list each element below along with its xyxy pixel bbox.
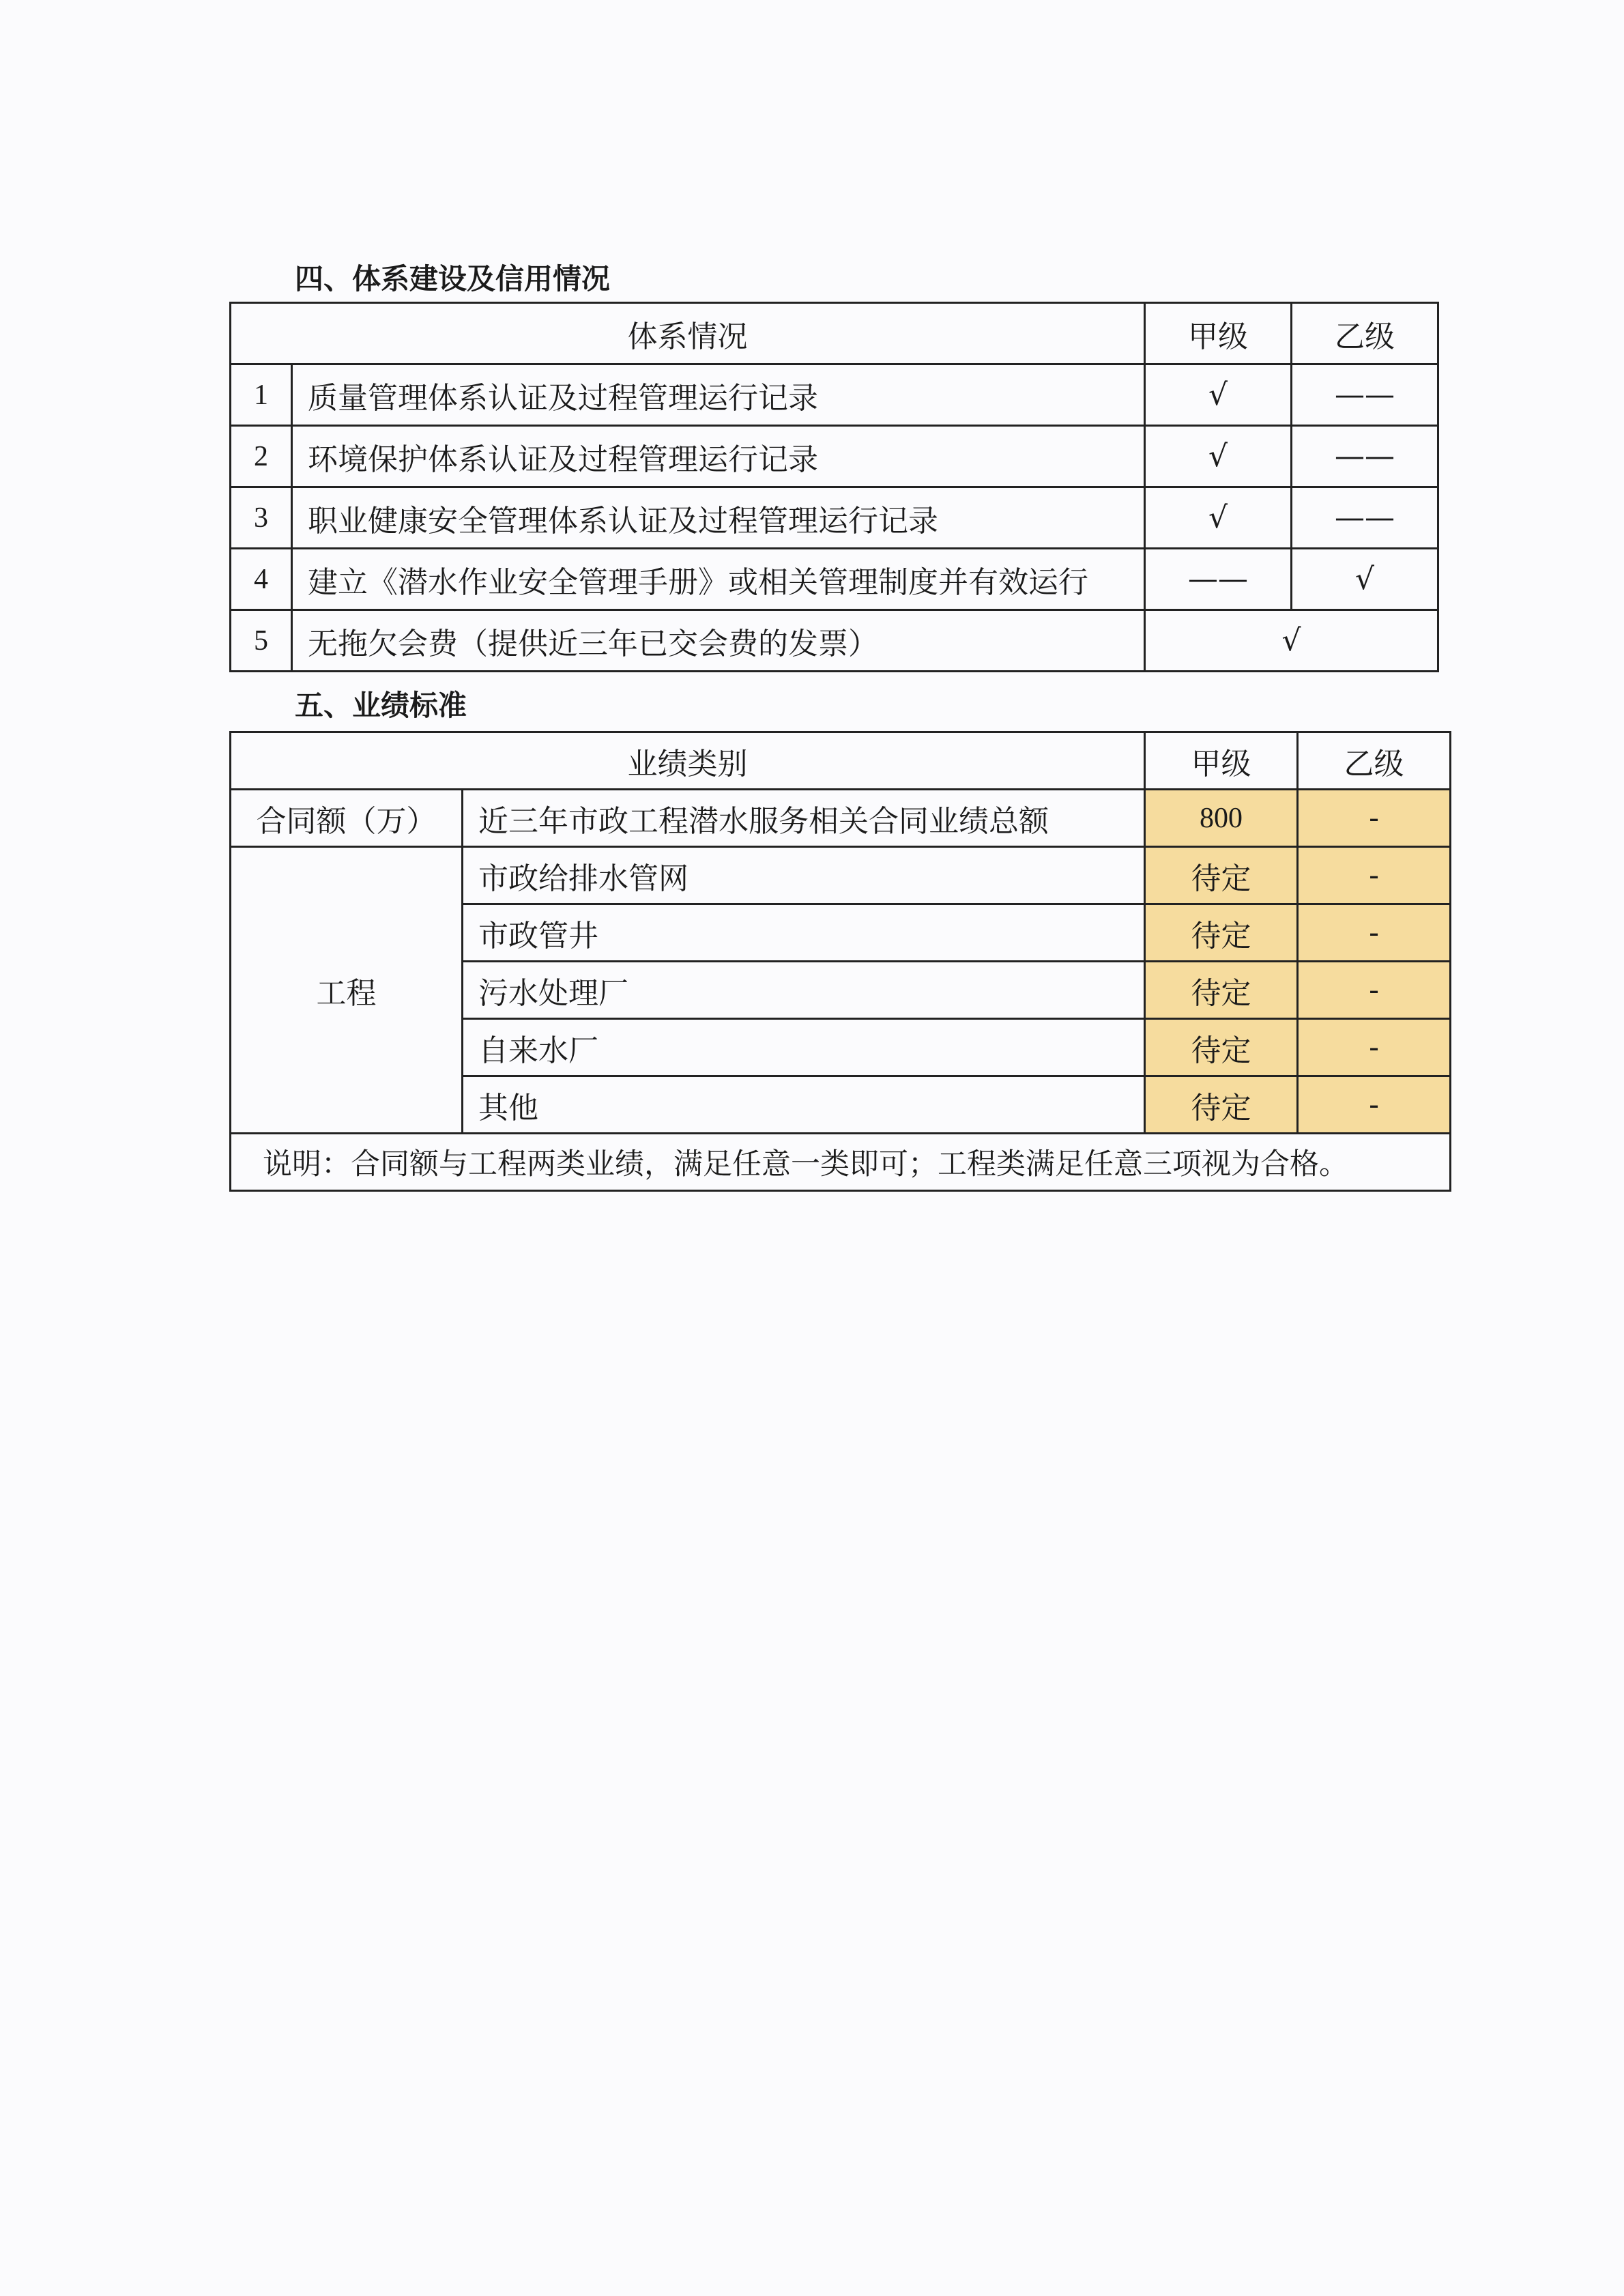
table-row xyxy=(231,426,1438,487)
row-text: 无拖欠会费（提供近三年已交会费的发票） xyxy=(292,610,1145,672)
row-number: 4 xyxy=(231,549,292,610)
note-row xyxy=(231,1134,1451,1191)
header-grade-b: 乙级 xyxy=(1292,303,1438,364)
header-grade-b: 乙级 xyxy=(1298,732,1451,790)
grade-b-cell: - xyxy=(1298,1019,1451,1076)
grade-b-cell: √ xyxy=(1292,549,1438,610)
section4-title: 四、体系建设及信用情况 xyxy=(295,262,611,296)
grade-b-cell: - xyxy=(1298,904,1451,962)
grade-a-cell: 待定 xyxy=(1145,1076,1298,1134)
table-row xyxy=(231,487,1438,549)
grade-a-cell: 待定 xyxy=(1145,962,1298,1019)
grade-b-cell: —— xyxy=(1292,426,1438,487)
grade-b-cell: —— xyxy=(1292,364,1438,426)
header-grade-a: 甲级 xyxy=(1145,732,1298,790)
grade-a-cell: √ xyxy=(1145,364,1292,426)
contract-row xyxy=(231,790,1451,847)
row-text: 其他 xyxy=(463,1076,1145,1134)
grade-a-cell: 待定 xyxy=(1145,1019,1298,1076)
grade-a-cell: 待定 xyxy=(1145,847,1298,904)
grade-a-cell: 待定 xyxy=(1145,904,1298,962)
row-text: 市政管井 xyxy=(463,904,1145,962)
contract-grade-a: 800 xyxy=(1145,790,1298,847)
row-text: 环境保护体系认证及过程管理运行记录 xyxy=(292,426,1145,487)
section5-title: 五、业绩标准 xyxy=(295,689,467,722)
row-text: 污水处理厂 xyxy=(463,962,1145,1019)
grade-a-cell: √ xyxy=(1145,426,1292,487)
row-number: 2 xyxy=(231,426,292,487)
row-number: 1 xyxy=(231,364,292,426)
contract-label: 合同额（万） xyxy=(231,790,463,847)
performance-table xyxy=(229,731,1451,1192)
grade-b-cell: - xyxy=(1298,847,1451,904)
grade-b-cell: - xyxy=(1298,1076,1451,1134)
table-row xyxy=(231,549,1438,610)
system-credit-table xyxy=(229,302,1439,672)
row-number: 3 xyxy=(231,487,292,549)
row-text: 质量管理体系认证及过程管理运行记录 xyxy=(292,364,1145,426)
engineering-label: 工程 xyxy=(231,847,463,1134)
table-note: 说明：合同额与工程两类业绩，满足任意一类即可；工程类满足任意三项视为合格。 xyxy=(231,1134,1451,1191)
grade-b-cell: —— xyxy=(1292,487,1438,549)
row-text: 建立《潜水作业安全管理手册》或相关管理制度并有效运行 xyxy=(292,549,1145,610)
header-category: 业绩类别 xyxy=(231,732,1145,790)
header-system: 体系情况 xyxy=(231,303,1145,364)
grade-ab-cell: √ xyxy=(1145,610,1438,672)
row-number: 5 xyxy=(231,610,292,672)
row-text: 市政给排水管网 xyxy=(463,847,1145,904)
contract-text: 近三年市政工程潜水服务相关合同业绩总额 xyxy=(463,790,1145,847)
contract-grade-b: - xyxy=(1298,790,1451,847)
table-row xyxy=(231,847,1451,904)
row-text: 职业健康安全管理体系认证及过程管理运行记录 xyxy=(292,487,1145,549)
table-header-row xyxy=(231,303,1438,364)
header-grade-a: 甲级 xyxy=(1145,303,1292,364)
table-header-row xyxy=(231,732,1451,790)
grade-b-cell: - xyxy=(1298,962,1451,1019)
grade-a-cell: √ xyxy=(1145,487,1292,549)
grade-a-cell: —— xyxy=(1145,549,1292,610)
row-text: 自来水厂 xyxy=(463,1019,1145,1076)
table-row xyxy=(231,364,1438,426)
table-row xyxy=(231,610,1438,672)
